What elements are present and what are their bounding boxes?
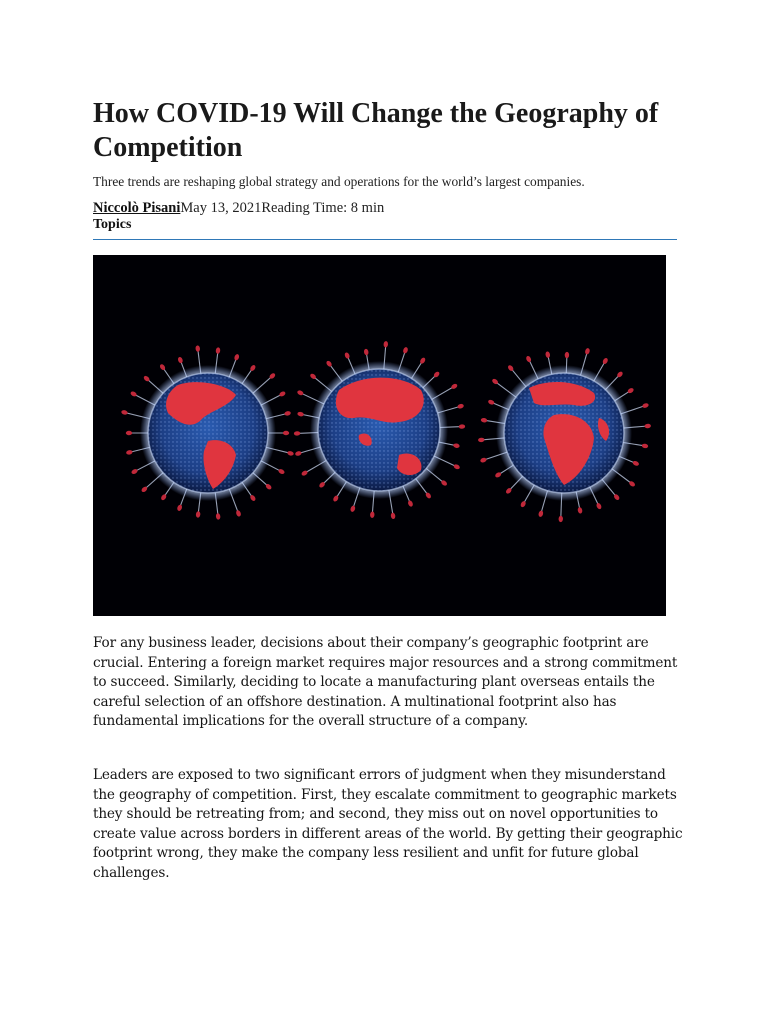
spike-tip xyxy=(283,431,289,435)
virus-globes-illustration xyxy=(93,255,666,616)
byline xyxy=(93,199,384,217)
topics-label[interactable]: Topics xyxy=(93,217,132,232)
hero-image xyxy=(93,255,666,616)
globe-landmass xyxy=(336,378,424,423)
spike-tip xyxy=(126,431,132,435)
publish-date: May 13, 2021 xyxy=(180,200,262,216)
body-paragraph-2: Leaders are exposed to two significant errors of judgment when they misunderstand the geography of competition. First, they escalate commitment to geographic markets they should be retreating from; and second, they miss out on novel opportunities to create value across borders in different areas of the world. By getting their geographic footprint wrong, they make the company less resilient and unfit for future global challenges. xyxy=(93,767,683,881)
reading-time: Reading Time: 8 min xyxy=(261,200,385,216)
header-divider xyxy=(93,239,677,240)
author-link[interactable]: Niccolò Pisani xyxy=(93,200,181,216)
article-title: How COVID-19 Will Change the Geography of Competition xyxy=(93,98,659,163)
article-subtitle: Three trends are reshaping global strategy and operations for the world’s largest companies. xyxy=(93,174,585,189)
body-paragraph-1: For any business leader, decisions about their company’s geographic footprint are crucial. Entering a foreign market requires major resources and a strong commitment to succeed. Similarly, deciding to locate a manufacturing plant overseas entails the careful selection of an offshore destination. A multinational footprint also has fundamental implications for the overall structure of a company. xyxy=(93,635,678,729)
